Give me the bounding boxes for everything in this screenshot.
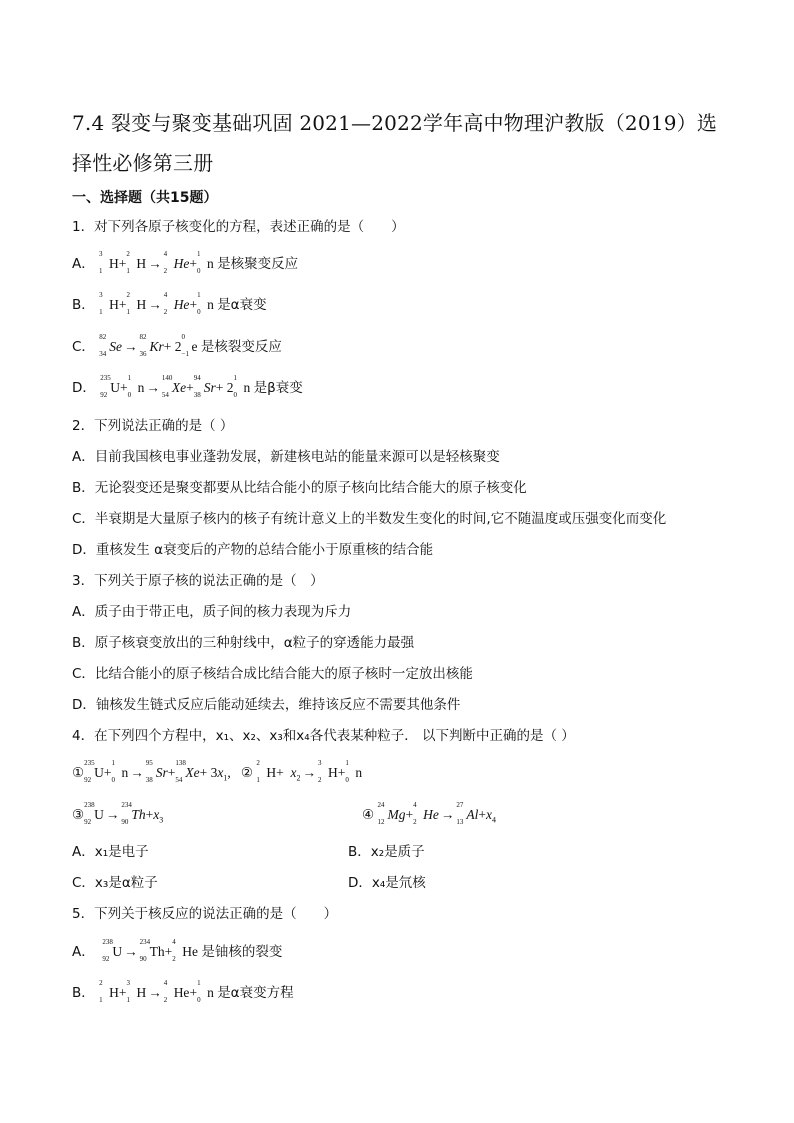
question-4-option-c[interactable]: C．x₃是α粒子 <box>72 875 158 891</box>
question-2-option-a[interactable]: A．目前我国核电事业蓬勃发展，新建核电站的能量来源可以是轻核聚变 <box>72 449 500 465</box>
question-3-option-c[interactable]: C．比结合能小的原子核结合成比结合能大的原子核时一定放出核能 <box>72 666 473 682</box>
option-text: 是核裂变反应 <box>200 339 282 355</box>
equation: 3 1 H+ 2 1 H → 4 2 He+ 1 0 n <box>99 291 214 316</box>
question-4-equation-3: ③ 238 92 U → 234 90 $Th+x_3$ <box>72 801 164 826</box>
option-text: 是β衰变 <box>253 380 303 396</box>
option-label: B． <box>72 985 95 1001</box>
question-1-stem: 1．对下列各原子核变化的方程，表述正确的是（ ） <box>72 219 405 235</box>
question-1-option-d[interactable] <box>72 374 303 399</box>
option-label: C． <box>72 339 95 355</box>
question-4-option-b[interactable]: B．x₂是质子 <box>348 844 425 860</box>
equation: 3 1 H+ 2 1 H → 4 2 He+ 1 0 n <box>99 250 214 275</box>
question-5-option-a[interactable] <box>72 938 283 963</box>
question-1-option-b[interactable] <box>72 291 267 316</box>
document-title: 7.4 裂变与聚变基础巩固 2021—2022学年高中物理沪教版（2019）选择性必修第三册 <box>72 111 718 175</box>
option-text: 是α衰变 <box>217 297 267 313</box>
question-4-option-d[interactable]: D．x₄是氘核 <box>348 875 426 891</box>
option-text: 是α衰变方程 <box>217 985 294 1001</box>
option-label: A． <box>72 256 95 272</box>
option-label: D． <box>72 380 96 396</box>
section-heading: 一、选择题（共15题） <box>72 190 218 206</box>
question-2-option-c[interactable]: C．半衰期是大量原子核内的核子有统计意义上的半数发生变化的时间,它不随温度或压强变化而变化 <box>72 511 667 527</box>
question-4-stem: 4．在下列四个方程中，x₁、x₂、x₃和x₄各代表某种粒子． 以下判断中正确的是（ ） <box>72 728 575 744</box>
equation: 2 1 H+ 3 1 H → 4 2 He+ 1 0 n <box>99 979 214 1004</box>
question-1-option-c[interactable] <box>72 333 282 358</box>
option-label: A． <box>72 944 95 960</box>
equation: 82 34 Se → 82 36 Kr+ 2 0 −1 e <box>99 333 198 358</box>
equation: 235 92 U+ 1 0 n → 140 54 Xe+ 94 38 Sr+ 2 1 0 n <box>100 374 251 399</box>
question-4-equation-4: ④ 24 12 Mg+ 4 2 He → 27 13 $Al+x_4$ <box>362 801 496 826</box>
question-2-option-d[interactable]: D．重核发生 α衰变后的产物的总结合能小于原重核的结合能 <box>72 542 434 558</box>
question-5-stem: 5．下列关于核反应的说法正确的是（ ） <box>72 906 338 922</box>
question-3-option-a[interactable]: A．质子由于带正电，质子间的核力表现为斥力 <box>72 604 352 620</box>
equation: 238 92 U → 234 90 Th+ 4 2 He <box>102 938 199 963</box>
question-2-option-b[interactable]: B．无论裂变还是聚变都要从比结合能小的原子核向比结合能大的原子核变化 <box>72 480 527 496</box>
option-text: 是铀核的裂变 <box>201 944 283 960</box>
question-4-option-a[interactable]: A．x₁是电子 <box>72 844 149 860</box>
question-1-option-a[interactable] <box>72 250 299 275</box>
option-text: 是核聚变反应 <box>217 256 299 272</box>
question-3-option-d[interactable]: D．铀核发生链式反应后能动延续去，维持该反应不需要其他条件 <box>72 697 461 713</box>
question-2-stem: 2．下列说法正确的是（ ） <box>72 418 234 434</box>
option-label: B． <box>72 297 95 313</box>
question-4-equations-1-2: ① 235 92 U+ 1 0 n → 95 38 Sr+ 138 54 $Xe+ 3x_1$, ② 2 1 $H+ x_2$ → 3 2 H+ 1 0 n <box>72 759 363 784</box>
question-5-option-b[interactable] <box>72 979 294 1004</box>
question-3-stem: 3．下列关于原子核的说法正确的是（ ） <box>72 573 324 589</box>
question-3-option-b[interactable]: B．原子核衰变放出的三种射线中，α粒子的穿透能力最强 <box>72 635 415 651</box>
